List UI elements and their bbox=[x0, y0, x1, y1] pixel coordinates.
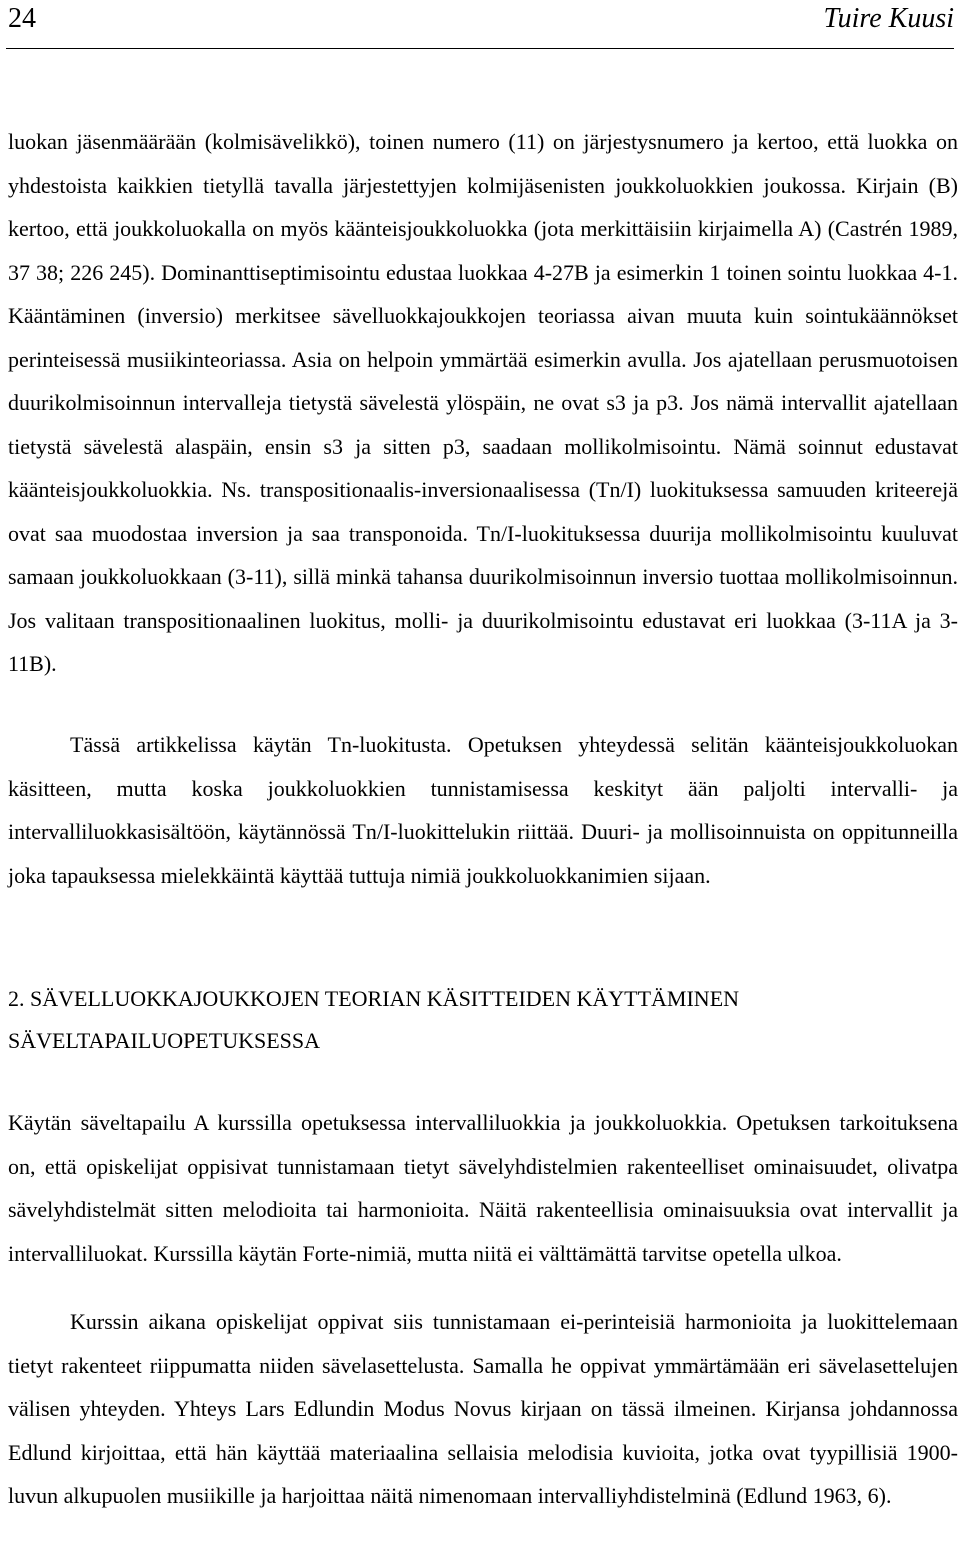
section-heading bbox=[8, 978, 958, 1062]
section-heading-line-1: 2. SÄVELLUOKKAJOUKKOJEN TEORIAN KÄSITTEIDEN KÄYTTÄMINEN bbox=[8, 986, 740, 1011]
paragraph-course-teaching: Käytän säveltapailu A kurssilla opetuksessa intervalliluokkia ja joukkoluokkia. Opetuksen tarkoituksena on, että opiskelijat oppisivat tunnistamaan tietyt sävelyhdistelmien rakenteelliset ominaisuudet, olivatpa sävelyhdistelmät sitten melodioita tai harmonioita. Näitä rakenteellisia ominaisuuksia ovat intervallit ja intervalliluokat. Kurssilla käytän Forte-nimiä, mutta niitä ei välttämättä tarvitse opetella ulkoa. bbox=[8, 1110, 958, 1266]
paragraph-modus-novus: Kurssin aikana opiskelijat oppivat siis tunnistamaan ei-perinteisiä harmonioita ja luokittelemaan tietyt rakenteet riippumatta niiden sävelasettelusta. Samalla he oppivat ymmärtämään eri sävelasettelujen välisen yhteyden. Yhteys Lars Edlundin Modus Novus kirjaan on tässä ilmeinen. Kirjansa johdannossa Edlund kirjoittaa, että hän käyttää materiaalina sellaisia melodisia kuvioita, jotka ovat tyypillisiä 1900-luvun alkupuolen musiikille ja harjoittaa näitä nimenomaan intervalliyhdistelminä (Edlund 1963, 6). bbox=[8, 1309, 958, 1508]
running-head-author: Tuire Kuusi bbox=[823, 3, 954, 34]
page-header bbox=[6, 0, 954, 49]
paragraph-inversion-explanation: luokan jäsenmäärään (kolmisävelikkö), toinen numero (11) on järjestysnumero ja kertoo, että luokka on yhdestoista kaikkien tietyllä tavalla järjestettyjen kolmijäsenisten joukkoluokkien joukossa. Kirjain (B) kertoo, että joukkoluokalla on myös käänteisjoukkoluokka (jota merkittäisiin kirjaimella A) (Castrén 1989, 37 38; 226 245). Dominanttiseptimisointu edustaa luokkaa 4-27B ja esimerkin 1 toinen sointu luokkaa 4-1. Kääntäminen (inversio) merkitsee sävelluokkajoukkojen teoriassa aivan muuta kuin sointukäännökset perinteisessä musiikinteoriassa. Asia on helpoin ymmärtää esimerkin avulla. Jos ajatellaan perusmuotoisen duurikolmisoinnun intervalleja tietystä sävelestä ylöspäin, ne ovat s3 ja p3. Jos nämä intervallit ajatellaan tietystä sävelestä alaspäin, ensin s3 ja sitten p3, saadaan mollikolmisointu. Nämä soinnut edustavat käänteisjoukkoluokkia. Ns. transpositionaalis-inversionaalisessa (Tn/I) luokituksessa samuuden kriteerejä ovat saa muodostaa inversion ja saa transponoida. Tn/I-luokituksessa duurija mollikolmisointu kuuluvat samaan joukkoluokkaan (3-11), sillä minkä tahansa duurikolmisoinnun inversio tuottaa mollikolmisoinnun. Jos valitaan transpositionaalinen luokitus, molli- ja duurikolmisointu edustavat eri luokkaa (3-11A ja 3-11B). bbox=[8, 129, 958, 676]
section-heading-line-2: SÄVELTAPAILUOPETUKSESSA bbox=[8, 1028, 320, 1053]
paragraph-tn-classification: Tässä artikkelissa käytän Tn-luokitusta. Opetuksen yhteydessä selitän käänteisjoukkoluokan käsitteen, mutta koska joukkoluokkien tunnistamisessa keskityt ään paljolti intervalli- ja intervalliluokkasisältöön, käytännössä Tn/I-luokittelukin riittää. Duuri- ja mollisoinnuista on oppitunneilla joka tapauksessa mielekkäintä käyttää tuttuja nimiä joukkoluokkanimien sijaan. bbox=[8, 732, 958, 888]
page-number: 24 bbox=[8, 3, 36, 34]
